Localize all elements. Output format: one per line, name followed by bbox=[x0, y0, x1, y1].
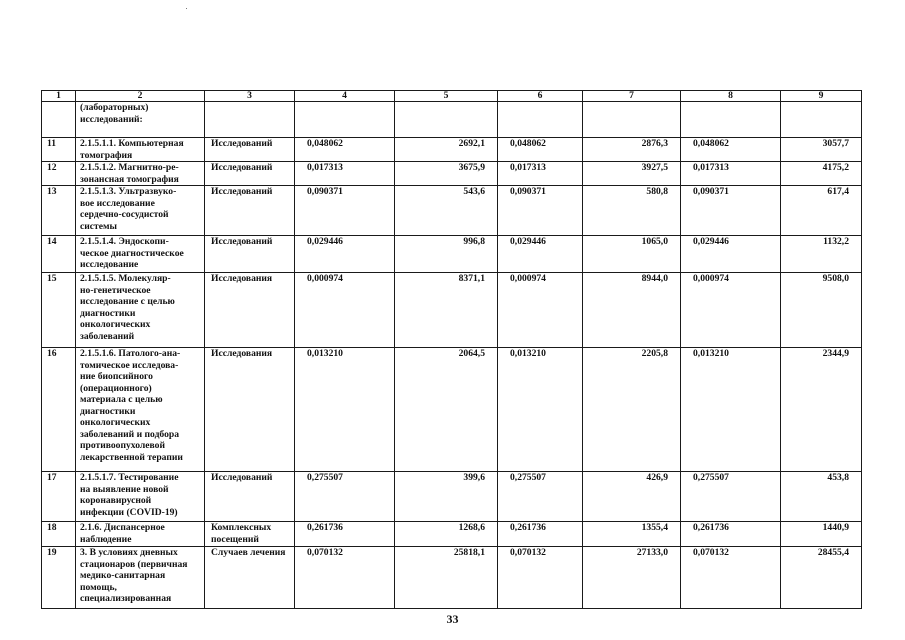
service-name-line: 2.1.5.1.6. Патолого-ана- bbox=[80, 348, 181, 359]
service-name-line: исследование с целью bbox=[80, 296, 175, 307]
continuation-line: (лабораторных) bbox=[80, 102, 149, 113]
norm-value-cell: 0,090371 bbox=[295, 186, 395, 236]
continuation-cell bbox=[498, 102, 583, 138]
unit-line: Исследований bbox=[211, 472, 273, 483]
service-name-line: ческое диагностическое bbox=[80, 247, 184, 259]
service-name-cell bbox=[76, 186, 205, 236]
service-name-line: диагностики bbox=[80, 405, 136, 417]
service-name-cell bbox=[76, 472, 205, 522]
service-name-cell bbox=[76, 236, 205, 273]
service-name-line: медико-санитарная bbox=[80, 570, 166, 581]
norm-value-cell: 0,070132 bbox=[681, 547, 781, 609]
service-name-line: наблюдение bbox=[80, 533, 132, 545]
row-number-cell: 18 bbox=[42, 522, 76, 547]
norm-value-cell: 0,000974 bbox=[295, 273, 395, 348]
service-name-line: диагностики bbox=[80, 307, 136, 319]
norm-value-cell: 0,048062 bbox=[681, 138, 781, 162]
column-header: 2 bbox=[76, 91, 205, 102]
table-row bbox=[42, 138, 862, 162]
service-name-line: специализированная bbox=[80, 593, 172, 604]
unit-cell bbox=[205, 547, 295, 609]
service-name-line: онкологических bbox=[80, 319, 151, 330]
continuation-cell bbox=[395, 102, 498, 138]
unit-line: Исследования bbox=[211, 348, 273, 359]
norm-value-cell: 0,090371 bbox=[681, 186, 781, 236]
service-name-line: заболеваний и подбора bbox=[80, 428, 180, 440]
unit-line: Исследований bbox=[211, 162, 273, 173]
cost-value-cell: 2692,1 bbox=[395, 138, 498, 162]
row-number-cell: 11 bbox=[42, 138, 76, 162]
service-name-cell bbox=[76, 522, 205, 547]
row-number-cell: 12 bbox=[42, 162, 76, 186]
column-header: 5 bbox=[395, 91, 498, 102]
scan-speck bbox=[186, 8, 187, 9]
service-name-cell bbox=[76, 547, 205, 609]
continuation-row bbox=[42, 102, 862, 138]
continuation-cell bbox=[295, 102, 395, 138]
cost-value-cell: 543,6 bbox=[395, 186, 498, 236]
table-row bbox=[42, 547, 862, 609]
cost-value-cell: 399,6 bbox=[395, 472, 498, 522]
column-header: 8 bbox=[681, 91, 781, 102]
cost-value-cell: 3057,7 bbox=[781, 138, 862, 162]
norm-value-cell: 0,070132 bbox=[295, 547, 395, 609]
service-name-line: противоопухолевой bbox=[80, 440, 165, 451]
service-name-line: лекарственной терапии bbox=[80, 451, 183, 463]
service-name-line: но-генетическое bbox=[80, 284, 151, 296]
unit-cell bbox=[205, 522, 295, 547]
continuation-cell bbox=[42, 102, 76, 138]
continuation-cell bbox=[205, 102, 295, 138]
page-number: 33 bbox=[446, 612, 459, 626]
service-name-line: томография bbox=[80, 149, 133, 161]
table-row bbox=[42, 186, 862, 236]
table-row bbox=[42, 522, 862, 547]
norm-value-cell: 0,070132 bbox=[498, 547, 583, 609]
cost-value-cell: 2876,3 bbox=[583, 138, 681, 162]
service-name-line: 3. В условиях дневных bbox=[80, 547, 178, 558]
row-number-cell: 14 bbox=[42, 236, 76, 273]
cost-value-cell: 8371,1 bbox=[395, 273, 498, 348]
continuation-cell bbox=[681, 102, 781, 138]
service-name-line: ние биопсийного bbox=[80, 371, 153, 382]
unit-line: Исследований bbox=[211, 138, 273, 149]
unit-line: Исследований bbox=[211, 236, 273, 247]
service-name-cell bbox=[76, 162, 205, 186]
norm-value-cell: 0,275507 bbox=[498, 472, 583, 522]
unit-line: посещений bbox=[211, 533, 259, 545]
norm-value-cell: 0,017313 bbox=[681, 162, 781, 186]
service-name-cell bbox=[76, 273, 205, 348]
service-name-line: коронавирусной bbox=[80, 495, 152, 506]
service-name-line: 2.1.5.1.1. Компьютерная bbox=[80, 138, 184, 149]
cost-value-cell: 28455,4 bbox=[781, 547, 862, 609]
column-header: 1 bbox=[42, 91, 76, 102]
unit-cell bbox=[205, 186, 295, 236]
cost-value-cell: 3927,5 bbox=[583, 162, 681, 186]
unit-cell bbox=[205, 273, 295, 348]
norm-value-cell: 0,000974 bbox=[681, 273, 781, 348]
service-name-line: на выявление новой bbox=[80, 483, 169, 495]
row-number-cell: 15 bbox=[42, 273, 76, 348]
cost-value-cell: 1065,0 bbox=[583, 236, 681, 273]
service-name-line: зонансная томография bbox=[80, 173, 179, 185]
service-name-line: 2.1.5.1.4. Эндоскопи- bbox=[80, 236, 169, 247]
unit-cell bbox=[205, 236, 295, 273]
norm-value-cell: 0,090371 bbox=[498, 186, 583, 236]
unit-line: Случаев лечения bbox=[211, 547, 286, 558]
cost-value-cell: 996,8 bbox=[395, 236, 498, 273]
norm-value-cell: 0,013210 bbox=[295, 348, 395, 472]
cost-value-cell: 426,9 bbox=[583, 472, 681, 522]
norm-value-cell: 0,048062 bbox=[295, 138, 395, 162]
services-table bbox=[41, 90, 862, 609]
norm-value-cell: 0,029446 bbox=[295, 236, 395, 273]
norm-value-cell: 0,000974 bbox=[498, 273, 583, 348]
cost-value-cell: 580,8 bbox=[583, 186, 681, 236]
service-name-line: (операционного) bbox=[80, 382, 152, 394]
service-name-line: 2.1.5.1.5. Молекуляр- bbox=[80, 273, 171, 284]
cost-value-cell: 1355,4 bbox=[583, 522, 681, 547]
cost-value-cell: 2205,8 bbox=[583, 348, 681, 472]
row-number-cell: 17 bbox=[42, 472, 76, 522]
continuation-name-cell bbox=[76, 102, 205, 138]
service-name-line: 2.1.5.1.3. Ультразвуко- bbox=[80, 186, 177, 197]
norm-value-cell: 0,017313 bbox=[295, 162, 395, 186]
column-header: 7 bbox=[583, 91, 681, 102]
service-name-line: исследование bbox=[80, 259, 139, 270]
unit-cell bbox=[205, 348, 295, 472]
service-name-cell bbox=[76, 138, 205, 162]
norm-value-cell: 0,261736 bbox=[681, 522, 781, 547]
column-header: 4 bbox=[295, 91, 395, 102]
norm-value-cell: 0,048062 bbox=[498, 138, 583, 162]
table-row bbox=[42, 162, 862, 186]
row-number-cell: 13 bbox=[42, 186, 76, 236]
cost-value-cell: 27133,0 bbox=[583, 547, 681, 609]
service-name-cell bbox=[76, 348, 205, 472]
service-name-line: 2.1.6. Диспансерное bbox=[80, 522, 165, 533]
unit-line: Комплексных bbox=[211, 522, 272, 533]
continuation-cell bbox=[781, 102, 862, 138]
column-header: 3 bbox=[205, 91, 295, 102]
norm-value-cell: 0,275507 bbox=[295, 472, 395, 522]
norm-value-cell: 0,017313 bbox=[498, 162, 583, 186]
unit-line: Исследований bbox=[211, 186, 273, 197]
norm-value-cell: 0,261736 bbox=[295, 522, 395, 547]
service-name-line: заболеваний bbox=[80, 330, 135, 342]
service-name-line: помощь, bbox=[80, 581, 117, 593]
service-name-line: инфекции (COVID-19) bbox=[80, 506, 178, 518]
cost-value-cell: 9508,0 bbox=[781, 273, 862, 348]
service-name-line: томическое исследова- bbox=[80, 359, 179, 371]
norm-value-cell: 0,029446 bbox=[681, 236, 781, 273]
table-row bbox=[42, 273, 862, 348]
cost-value-cell: 8944,0 bbox=[583, 273, 681, 348]
continuation-cell bbox=[583, 102, 681, 138]
service-name-line: 2.1.5.1.7. Тестирование bbox=[80, 472, 179, 483]
service-name-line: онкологических bbox=[80, 417, 151, 428]
unit-cell bbox=[205, 138, 295, 162]
table-row bbox=[42, 236, 862, 273]
norm-value-cell: 0,013210 bbox=[498, 348, 583, 472]
table-row bbox=[42, 348, 862, 472]
column-header: 6 bbox=[498, 91, 583, 102]
continuation-line: исследований: bbox=[80, 113, 143, 125]
cost-value-cell: 617,4 bbox=[781, 186, 862, 236]
unit-cell bbox=[205, 472, 295, 522]
service-name-line: стационаров (первичная bbox=[80, 558, 188, 570]
norm-value-cell: 0,261736 bbox=[498, 522, 583, 547]
cost-value-cell: 3675,9 bbox=[395, 162, 498, 186]
header-row bbox=[42, 91, 862, 102]
service-name-line: сердечно-сосудистой bbox=[80, 209, 169, 220]
cost-value-cell: 2344,9 bbox=[781, 348, 862, 472]
table-body bbox=[42, 91, 862, 609]
cost-value-cell: 25818,1 bbox=[395, 547, 498, 609]
cost-value-cell: 453,8 bbox=[781, 472, 862, 522]
norm-value-cell: 0,013210 bbox=[681, 348, 781, 472]
row-number-cell: 19 bbox=[42, 547, 76, 609]
service-name-line: материала с целью bbox=[80, 394, 163, 405]
row-number-cell: 16 bbox=[42, 348, 76, 472]
unit-line: Исследования bbox=[211, 273, 273, 284]
service-name-line: системы bbox=[80, 220, 118, 232]
cost-value-cell: 1132,2 bbox=[781, 236, 862, 273]
cost-value-cell: 1268,6 bbox=[395, 522, 498, 547]
service-name-line: 2.1.5.1.2. Магнитно-ре- bbox=[80, 162, 179, 173]
cost-value-cell: 1440,9 bbox=[781, 522, 862, 547]
cost-value-cell: 4175,2 bbox=[781, 162, 862, 186]
cost-value-cell: 2064,5 bbox=[395, 348, 498, 472]
unit-cell bbox=[205, 162, 295, 186]
column-header: 9 bbox=[781, 91, 862, 102]
table-row bbox=[42, 472, 862, 522]
norm-value-cell: 0,275507 bbox=[681, 472, 781, 522]
service-name-line: вое исследование bbox=[80, 197, 155, 209]
norm-value-cell: 0,029446 bbox=[498, 236, 583, 273]
